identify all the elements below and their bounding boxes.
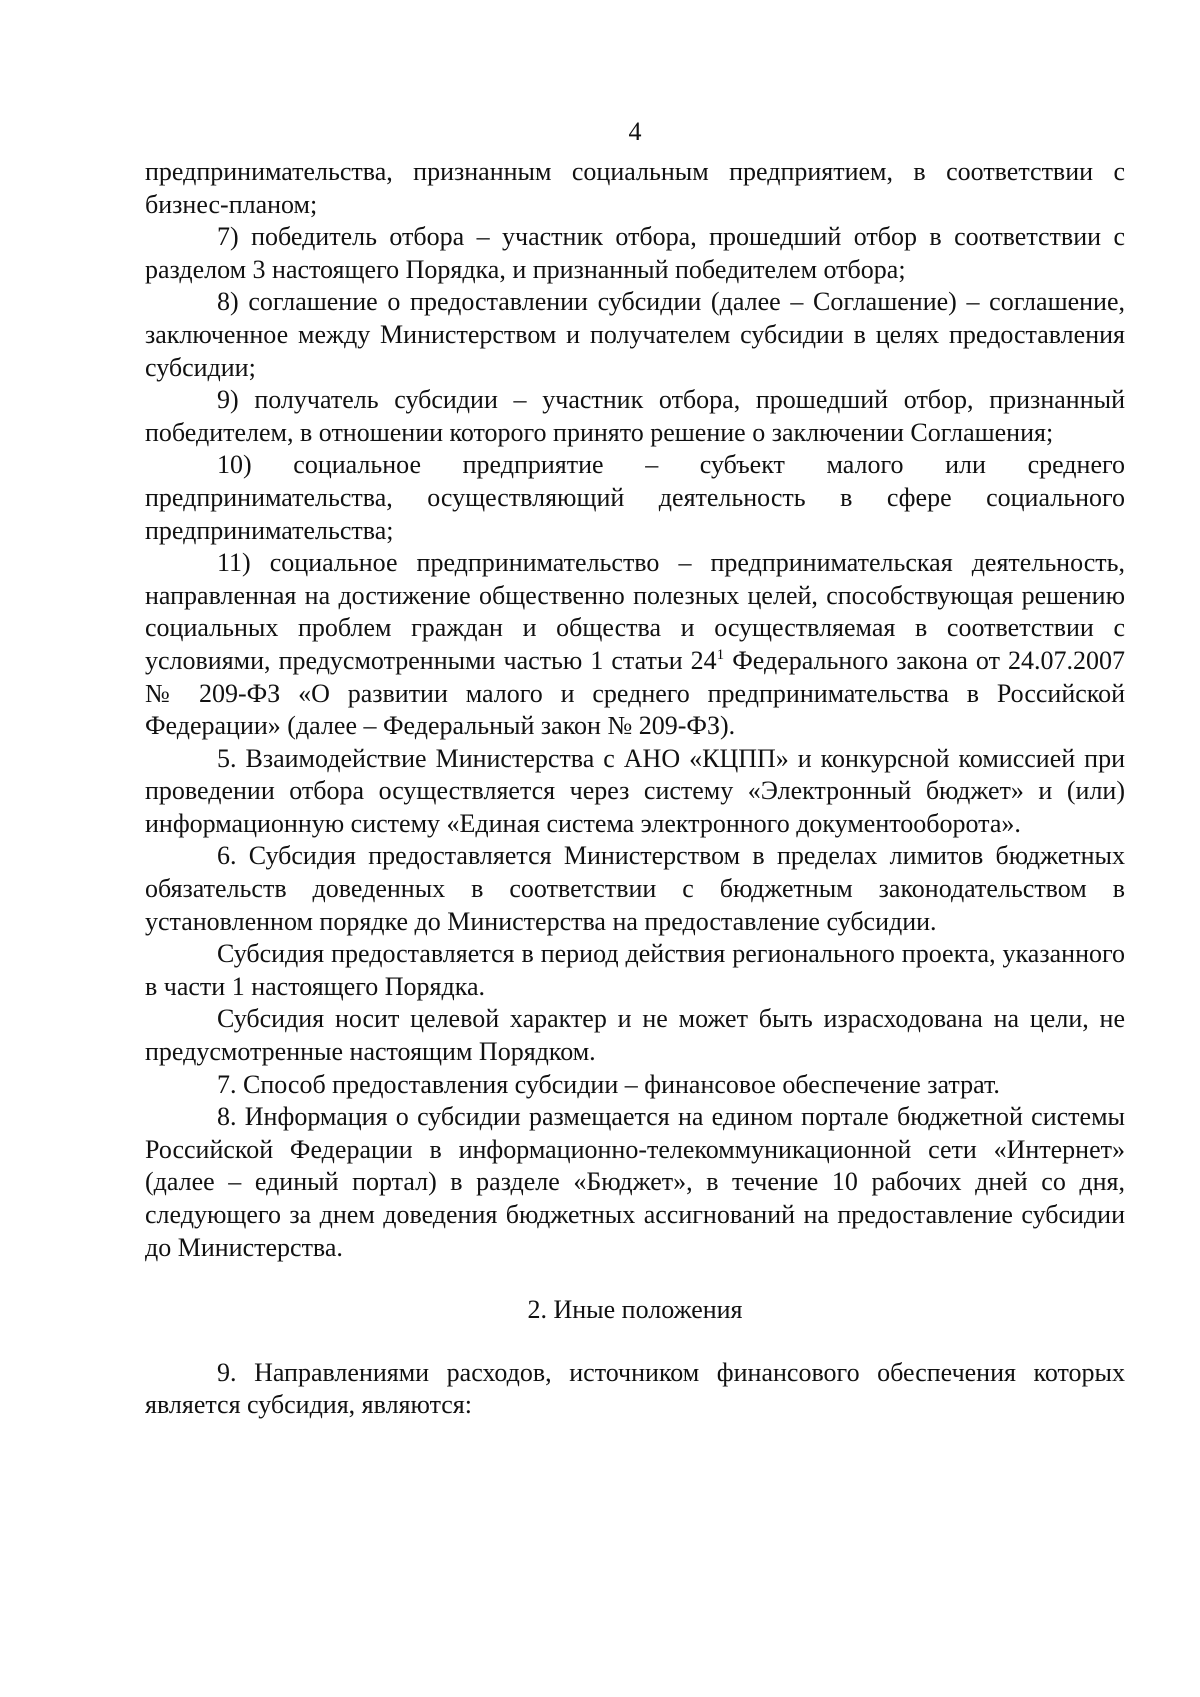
section-heading: 2. Иные положения [527, 1295, 743, 1325]
paragraph-item-9: 9) получатель субсидии – участник отбора, прошедший отбор, признанный победителем, в отношении которого принято решение о заключении Соглашения; [145, 385, 1125, 447]
document-body [145, 156, 1125, 1422]
paragraph-item-8: 8) соглашение о предоставлении субсидии (далее – Соглашение) – соглашение, заключенное между Министерством и получателем субсидии в целях предоставления субсидии; [145, 287, 1125, 382]
paragraph-clause-8: 8. Информация о субсидии размещается на едином портале бюджетной системы Российской Федерации в информационно-телекоммуникационной сети «Интернет» (далее – единый портал) в разделе «Бюджет», в течение 10 рабочих дней со дня, следующего за днем доведения бюджетных ассигнований на предоставление субсидии до Министерства. [145, 1102, 1125, 1262]
page-number: 4 [628, 117, 642, 146]
paragraph-item-11 [145, 547, 1125, 743]
paragraph-clause-7: 7. Способ предоставления субсидии – финансовое обеспечение затрат. [217, 1069, 1000, 1099]
paragraph-subsidy-purpose: Субсидия носит целевой характер и не может быть израсходована на цели, не предусмотренные настоящим Порядком. [145, 1004, 1125, 1067]
paragraph-continuation: предпринимательства, признанным социальным предприятием, в соответствии с бизнес-планом; [145, 157, 1125, 219]
paragraph-clause-9: 9. Направлениями расходов, источником финансового обеспечения которых является субсидия, являются: [145, 1357, 1125, 1420]
paragraph-item-10: 10) социальное предприятие – субъект малого или среднего предпринимательства, осуществляющий деятельность в сфере социального предпринимательства; [145, 450, 1125, 545]
paragraph-clause-6: 6. Субсидия предоставляется Министерством в пределах лимитов бюджетных обязательств доведенных в соответствии с бюджетным законодательством в установленном порядке до Министерства на предоставление субсидии. [145, 841, 1125, 936]
paragraph-subsidy-period: Субсидия предоставляется в период действия регионального проекта, указанного в части 1 настоящего Порядка. [145, 939, 1125, 1001]
paragraph-item-11-text-before: 11) социальное предпринимательство – предпринимательская деятельность, направленная на достижение общественно полезных целей, способствующая решению социальных проблем граждан и общества и осуществляемая в соответствии с условиями, предусмотренными частью 1 статьи 24 [145, 548, 1125, 675]
paragraph-item-11-text-after: Федерального закона от 24.07.2007 № 209-ФЗ «О развитии малого и среднего предпринимательства в Российской Федерации» (далее – Федеральный закон № 209-ФЗ). [145, 645, 1125, 741]
paragraph-item-7: 7) победитель отбора – участник отбора, прошедший отбор в соответствии с разделом 3 настоящего Порядка, и признанный победителем отбора; [145, 222, 1125, 284]
paragraph-clause-5: 5. Взаимодействие Министерства с АНО «КЦПП» и конкурсной комиссией при проведении отбора осуществляется через систему «Электронный бюджет» и (или) информационную систему «Единая система электронного документооборота». [145, 743, 1125, 838]
paragraph-item-11-superscript: 1 [716, 646, 725, 663]
